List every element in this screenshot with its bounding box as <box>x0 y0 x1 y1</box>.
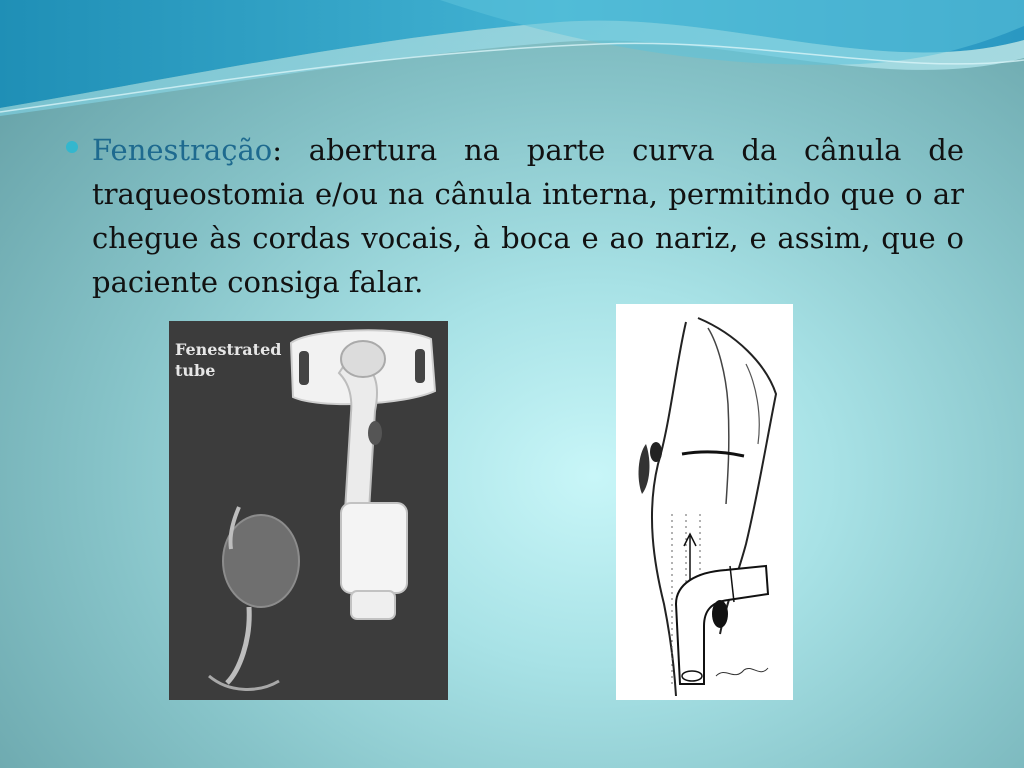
bullet-item <box>66 128 964 304</box>
wave-header-decoration <box>0 0 1024 120</box>
photo-caption: Fenestrated tube <box>175 340 282 380</box>
bullet-term: Fenestração <box>92 133 273 167</box>
bullet-separator: : <box>272 133 282 167</box>
tube-image-icon <box>169 321 448 700</box>
bullet-dot-icon <box>66 141 78 153</box>
bullet-body-text: abertura na parte curva da cânula de traqueostomia e/ou na cânula interna, permitindo que o ar chegue às cordas vocais, à boca e ao nariz, e assim, que o paciente consiga falar. <box>92 133 964 299</box>
anatomy-illustration <box>616 304 793 700</box>
bullet-paragraph <box>92 128 964 304</box>
anatomy-illustration-icon <box>616 304 793 700</box>
fenestrated-tube-photo <box>169 321 448 700</box>
content-area <box>66 128 964 304</box>
